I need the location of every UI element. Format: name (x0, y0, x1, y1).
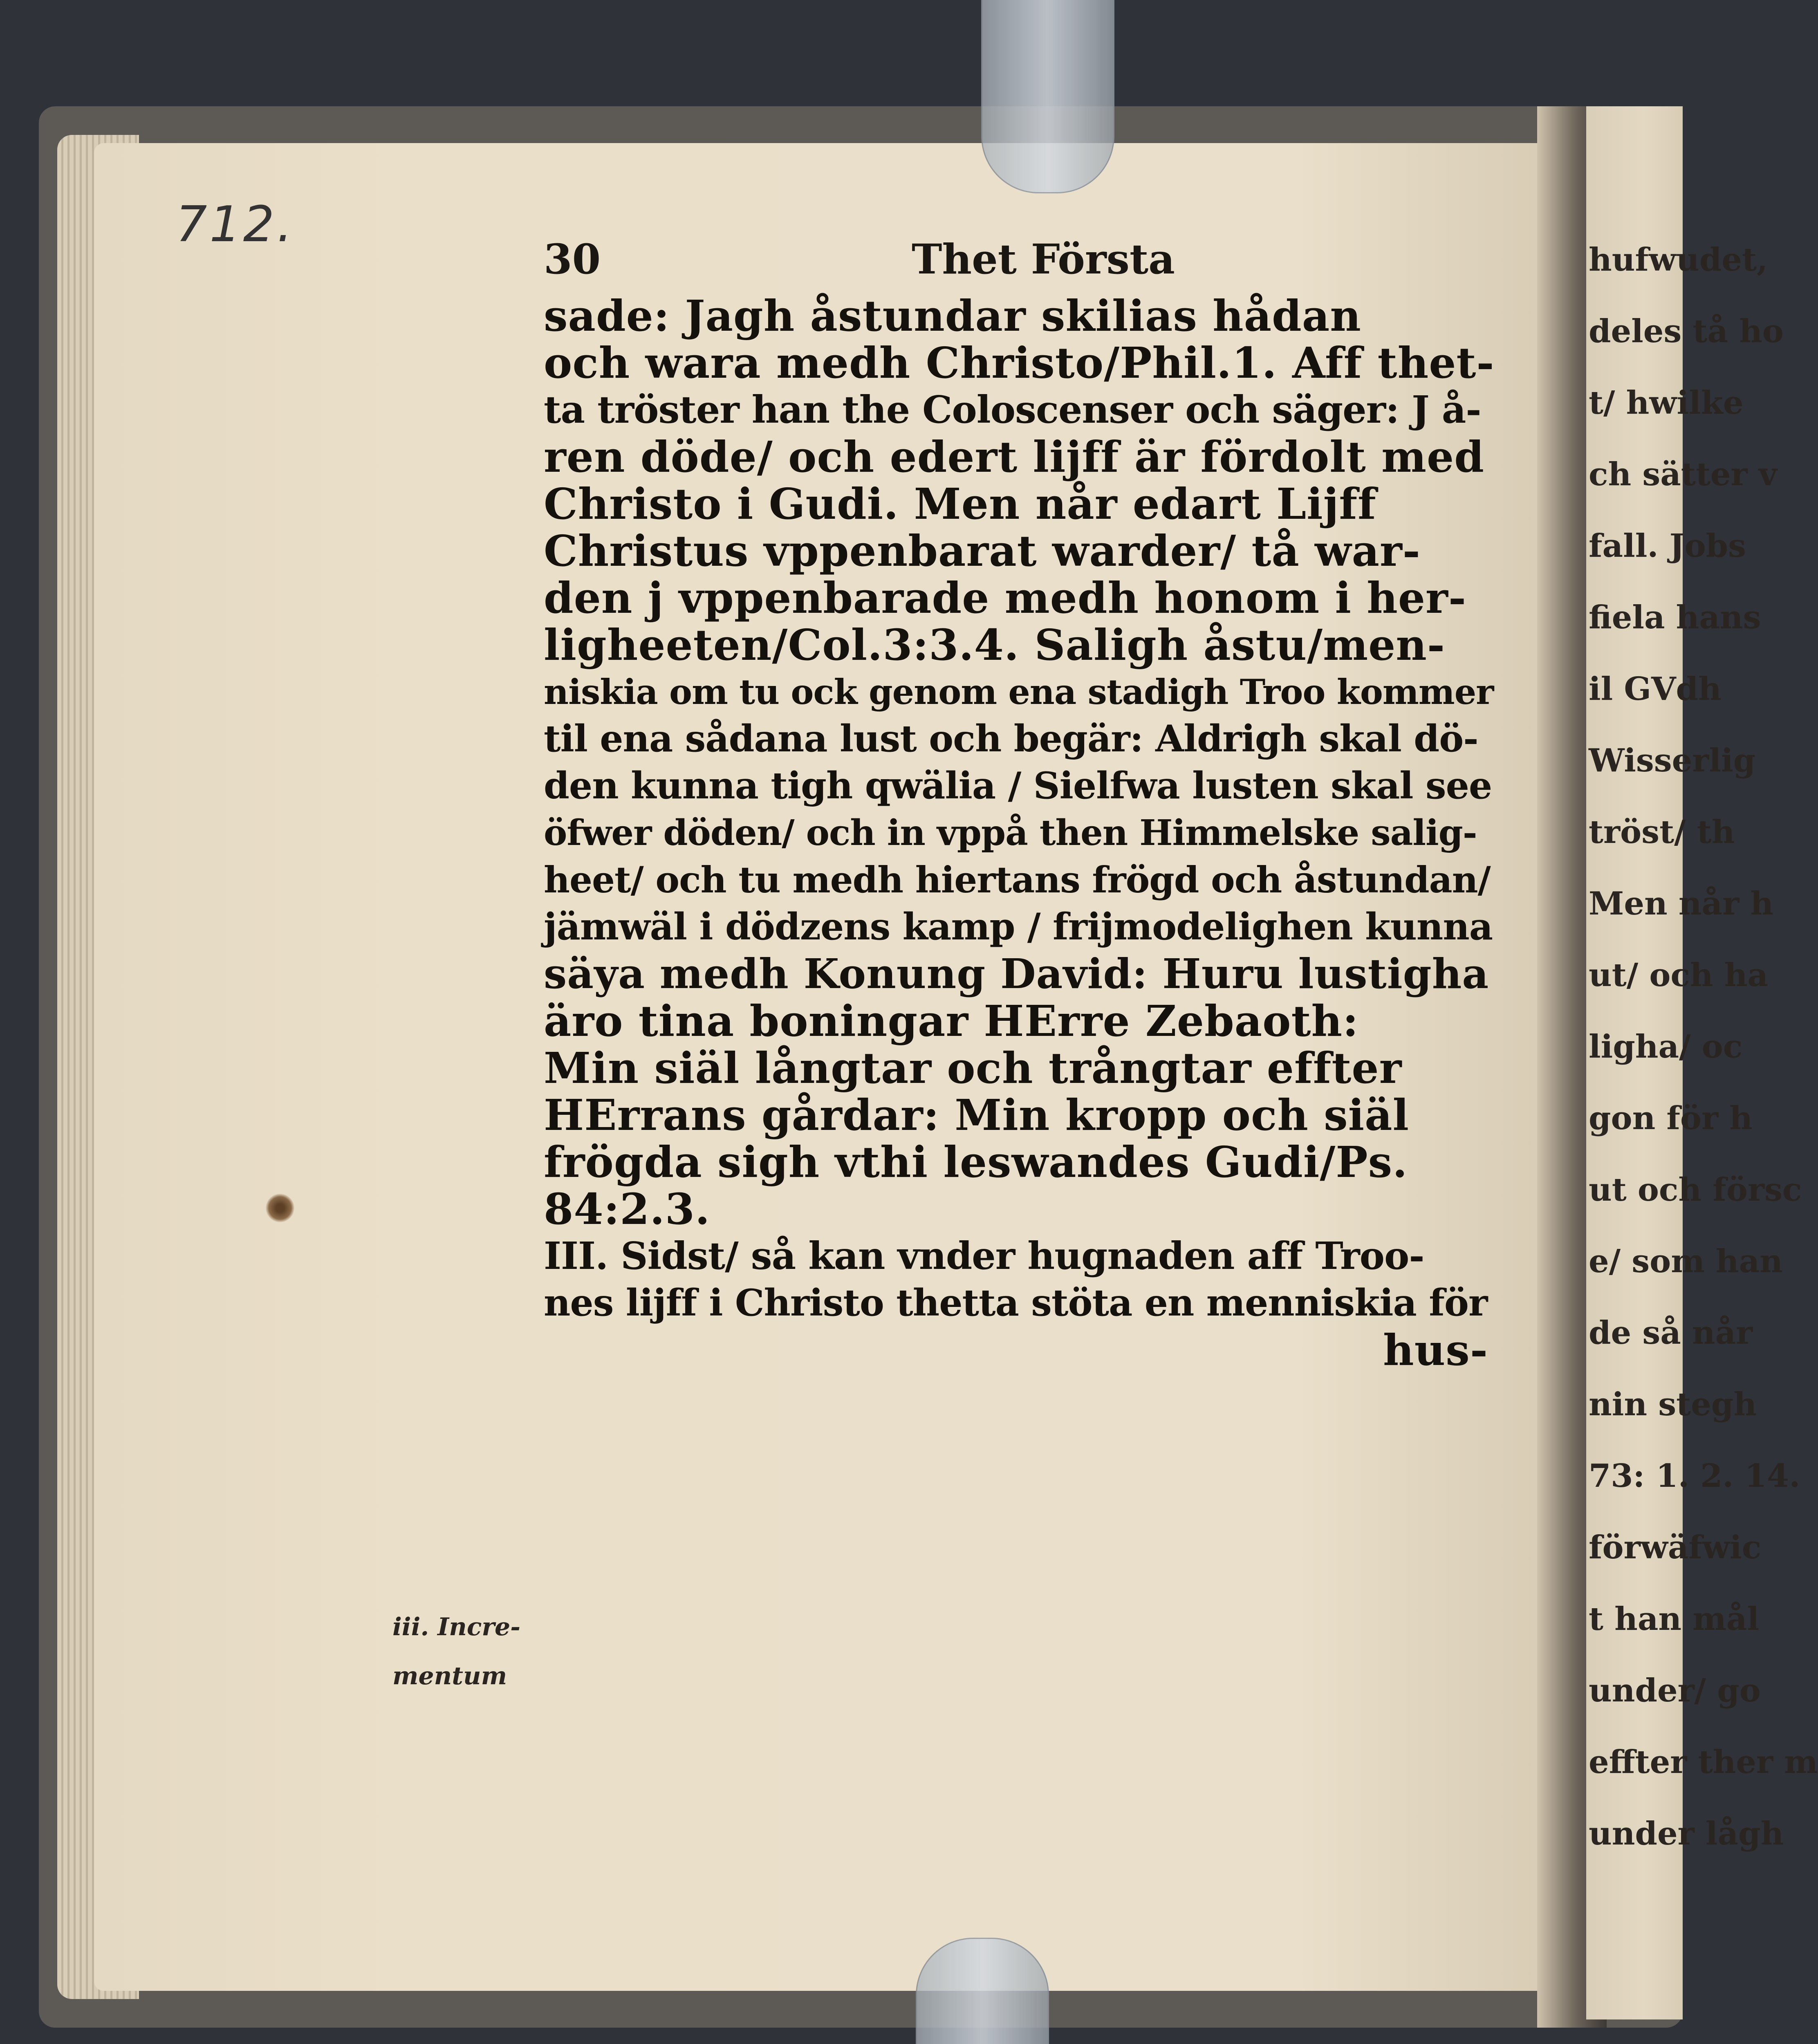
text-line: niskia om tu ock genom ena stadigh Troo kommer (544, 672, 1494, 712)
text-line: äro tina boningar HErre Zebaoth: (544, 996, 1359, 1046)
facing-page-line: ut/ och ha (1589, 957, 1769, 994)
facing-page-line: de så når (1589, 1314, 1753, 1351)
text-line: ren döde/ och edert lijff är fördolt med (544, 432, 1484, 482)
facing-page (1586, 106, 1818, 2019)
page-clip-bottom (916, 1938, 1049, 2044)
text-line: nes lijff i Christo thetta stöta en menniskia för (544, 1281, 1488, 1325)
text-line: frögda sigh vthi leswandes Gudi/Ps. (544, 1137, 1408, 1187)
margin-note-line: iii. Incre- (392, 1613, 521, 1641)
facing-page-line: fall. Jobs (1589, 527, 1746, 565)
facing-page-line: fiela hans (1589, 599, 1761, 636)
page-clip-top (981, 0, 1114, 193)
text-line: hus- (1383, 1325, 1488, 1375)
facing-page-line: tröst/ th (1589, 814, 1735, 851)
facing-page-line: under/ go (1589, 1672, 1761, 1709)
facing-page-line: Wisserlig (1589, 742, 1756, 779)
text-line: sade: Jagh åstundar skilias hådan (544, 291, 1361, 341)
text-line: 84:2.3. (544, 1184, 711, 1234)
text-line: den j vppenbarade medh honom i her- (544, 573, 1466, 623)
text-line: Christus vppenbarat warder/ tå war- (544, 526, 1421, 576)
text-line: III. Sidst/ så kan vnder hugnaden aff Troo- (544, 1234, 1424, 1278)
facing-page-line: ut och försc (1589, 1171, 1802, 1208)
text-line: ligheeten/Col.3:3.4. Saligh åstu/men- (544, 620, 1446, 670)
text-line: til ena sådana lust och begär: Aldrigh skal dö- (544, 717, 1478, 760)
facing-page-line: ch sätter v (1589, 456, 1778, 493)
text-line: och wara medh Christo/Phil.1. Aff thet- (544, 338, 1495, 388)
facing-page-line: 73: 1. 2. 14. (1589, 1457, 1800, 1495)
margin-note-line: mentum (392, 1662, 507, 1690)
facing-page-line: effter ther m (1589, 1744, 1818, 1781)
facing-page-line: förwäfwic (1589, 1529, 1762, 1566)
facing-page-line: ligha/ oc (1589, 1028, 1743, 1065)
text-line: ta tröster han the Coloscenser och säger: J å- (544, 388, 1481, 432)
facing-page-line: t han mål (1589, 1600, 1760, 1638)
facing-page-line: deles tå ho (1589, 313, 1784, 350)
text-line: HErrans gårdar: Min kropp och siäl (544, 1090, 1410, 1140)
running-title: Thet Första (912, 235, 1175, 283)
facing-page-line: under lågh (1589, 1815, 1784, 1852)
text-line: heet/ och tu medh hiertans frögd och åstundan/ (544, 858, 1491, 901)
handwritten-note: 712. (176, 196, 295, 253)
text-line: den kunna tigh qwälia / Sielfwa lusten skal see (544, 764, 1492, 807)
facing-page-line: nin stegh (1589, 1386, 1757, 1423)
page-number: 30 (544, 235, 601, 283)
facing-page-line: t/ hwilke (1589, 384, 1744, 421)
body-text (544, 292, 1496, 1374)
running-head (544, 231, 1468, 296)
facing-page-line: il GVdh (1589, 670, 1722, 708)
facing-page-line: e/ som han (1589, 1243, 1783, 1280)
text-line: säya medh Konung David: Huru lustigha (544, 950, 1489, 998)
facing-page-line: hufwudet, (1589, 241, 1768, 278)
facing-page-line: gon för h (1589, 1100, 1753, 1137)
ink-stain (266, 1194, 294, 1222)
text-line: öfwer döden/ och in vppå then Himmelske salig- (544, 812, 1477, 854)
text-line: jämwäl i dödzens kamp / frijmodelighen kunna (544, 905, 1493, 948)
text-line: Christo i Gudi. Men når edart Lijff (544, 479, 1376, 529)
text-line: Min siäl långtar och trångtar effter (544, 1043, 1402, 1093)
margin-note (392, 1602, 540, 1701)
facing-page-line: Men når h (1589, 885, 1774, 922)
